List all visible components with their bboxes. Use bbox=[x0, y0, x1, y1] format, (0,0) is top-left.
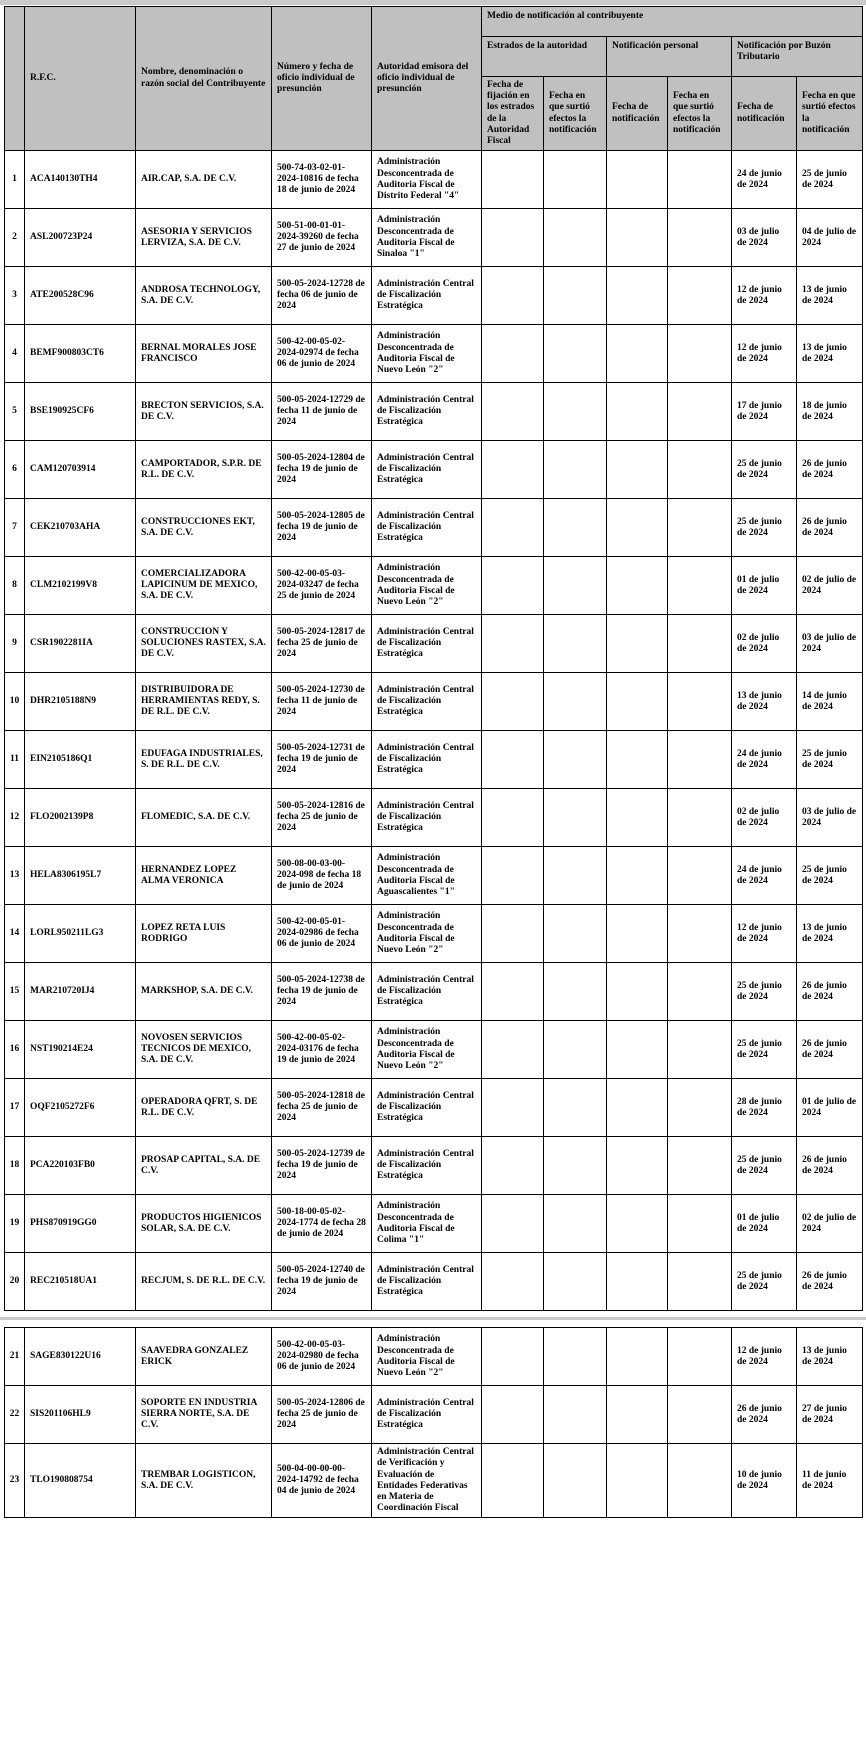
table-row bbox=[5, 731, 863, 789]
cell-oficio: 500-05-2024-12729 de fecha 11 de junio de 2024 bbox=[272, 383, 372, 441]
cell-rfc: CSR1902281IA bbox=[25, 615, 136, 673]
cell-buzon-fecha: 24 de junio de 2024 bbox=[732, 151, 797, 209]
cell-nombre: LOPEZ RETA LUIS RODRIGO bbox=[136, 905, 272, 963]
cell-buzon-fecha: 17 de junio de 2024 bbox=[732, 383, 797, 441]
row-number: 2 bbox=[5, 209, 25, 267]
cell-personal-fecha bbox=[607, 1079, 668, 1137]
cell-personal-efectos bbox=[668, 1137, 732, 1195]
cell-buzon-efectos: 13 de junio de 2024 bbox=[797, 267, 863, 325]
cell-oficio: 500-42-00-05-03-2024-02980 de fecha 06 de junio de 2024 bbox=[272, 1328, 372, 1386]
cell-estrados-efectos bbox=[544, 557, 607, 615]
cell-personal-efectos bbox=[668, 847, 732, 905]
table-row bbox=[5, 847, 863, 905]
table-row bbox=[5, 267, 863, 325]
cell-estrados-fijacion bbox=[482, 1195, 544, 1253]
cell-estrados-fijacion bbox=[482, 1444, 544, 1518]
cell-buzon-fecha: 02 de julio de 2024 bbox=[732, 789, 797, 847]
cell-autoridad: Administración Desconcentrada de Auditoria Fiscal de Nuevo León "2" bbox=[372, 1328, 482, 1386]
table-row bbox=[5, 441, 863, 499]
cell-oficio: 500-42-00-05-03-2024-03247 de fecha 25 de junio de 2024 bbox=[272, 557, 372, 615]
cell-rfc: OQF2105272F6 bbox=[25, 1079, 136, 1137]
cell-estrados-fijacion bbox=[482, 383, 544, 441]
table-row bbox=[5, 673, 863, 731]
header-medio-notificacion: Medio de notificación al contribuyente bbox=[482, 7, 863, 37]
cell-estrados-efectos bbox=[544, 1079, 607, 1137]
cell-personal-fecha bbox=[607, 847, 668, 905]
cell-personal-fecha bbox=[607, 905, 668, 963]
cell-nombre: MARKSHOP, S.A. DE C.V. bbox=[136, 963, 272, 1021]
row-number: 1 bbox=[5, 151, 25, 209]
cell-buzon-efectos: 26 de junio de 2024 bbox=[797, 499, 863, 557]
cell-buzon-fecha: 28 de junio de 2024 bbox=[732, 1079, 797, 1137]
cell-oficio: 500-05-2024-12728 de fecha 06 de junio de 2024 bbox=[272, 267, 372, 325]
table-body-rows-1-20 bbox=[5, 151, 863, 1311]
header-personal-group: Notificación personal bbox=[607, 37, 732, 77]
header-estrados-efectos: Fecha en que surtió efectos la notificación bbox=[544, 77, 607, 151]
cell-personal-fecha bbox=[607, 1021, 668, 1079]
cell-buzon-fecha: 01 de julio de 2024 bbox=[732, 557, 797, 615]
cell-estrados-efectos bbox=[544, 731, 607, 789]
table-row bbox=[5, 963, 863, 1021]
cell-estrados-efectos bbox=[544, 615, 607, 673]
cell-autoridad: Administración Central de Fiscalización Estratégica bbox=[372, 1079, 482, 1137]
table-row bbox=[5, 383, 863, 441]
header-personal-fecha: Fecha de notificación bbox=[607, 77, 668, 151]
cell-autoridad: Administración Central de Fiscalización Estratégica bbox=[372, 615, 482, 673]
row-number: 20 bbox=[5, 1253, 25, 1311]
cell-personal-fecha bbox=[607, 209, 668, 267]
cell-estrados-fijacion bbox=[482, 789, 544, 847]
cell-oficio: 500-05-2024-12731 de fecha 19 de junio de 2024 bbox=[272, 731, 372, 789]
cell-estrados-efectos bbox=[544, 1021, 607, 1079]
cell-buzon-fecha: 24 de junio de 2024 bbox=[732, 731, 797, 789]
cell-autoridad: Administración Desconcentrada de Auditoria Fiscal de Colima "1" bbox=[372, 1195, 482, 1253]
cell-buzon-fecha: 12 de junio de 2024 bbox=[732, 905, 797, 963]
table-row bbox=[5, 789, 863, 847]
cell-nombre: OPERADORA QFRT, S. DE R.L. DE C.V. bbox=[136, 1079, 272, 1137]
table-row bbox=[5, 499, 863, 557]
cell-estrados-efectos bbox=[544, 325, 607, 383]
row-number: 9 bbox=[5, 615, 25, 673]
cell-autoridad: Administración Desconcentrada de Auditoria Fiscal de Nuevo León "2" bbox=[372, 1021, 482, 1079]
cell-nombre: SOPORTE EN INDUSTRIA SIERRA NORTE, S.A. DE C.V. bbox=[136, 1386, 272, 1444]
cell-estrados-fijacion bbox=[482, 905, 544, 963]
cell-estrados-fijacion bbox=[482, 209, 544, 267]
cell-autoridad: Administración Desconcentrada de Auditoria Fiscal de Nuevo León "2" bbox=[372, 325, 482, 383]
cell-autoridad: Administración Central de Fiscalización Estratégica bbox=[372, 383, 482, 441]
cell-nombre: BERNAL MORALES JOSE FRANCISCO bbox=[136, 325, 272, 383]
cell-autoridad: Administración Central de Fiscalización Estratégica bbox=[372, 731, 482, 789]
cell-buzon-efectos: 13 de junio de 2024 bbox=[797, 325, 863, 383]
cell-estrados-efectos bbox=[544, 1444, 607, 1518]
cell-buzon-efectos: 03 de julio de 2024 bbox=[797, 789, 863, 847]
cell-personal-fecha bbox=[607, 963, 668, 1021]
cell-personal-efectos bbox=[668, 1079, 732, 1137]
cell-oficio: 500-05-2024-12730 de fecha 11 de junio de 2024 bbox=[272, 673, 372, 731]
cell-personal-efectos bbox=[668, 325, 732, 383]
header-buzon-group: Notificación por Buzón Tributario bbox=[732, 37, 863, 77]
cell-personal-fecha bbox=[607, 673, 668, 731]
table-row bbox=[5, 557, 863, 615]
table-row bbox=[5, 151, 863, 209]
row-number: 23 bbox=[5, 1444, 25, 1518]
header-row-medio bbox=[5, 7, 863, 37]
cell-nombre: PROSAP CAPITAL, S.A. DE C.V. bbox=[136, 1137, 272, 1195]
cell-nombre: ANDROSA TECHNOLOGY, S.A. DE C.V. bbox=[136, 267, 272, 325]
cell-personal-efectos bbox=[668, 151, 732, 209]
table-row bbox=[5, 325, 863, 383]
cell-personal-fecha bbox=[607, 325, 668, 383]
cell-oficio: 500-42-00-05-01-2024-02986 de fecha 06 de junio de 2024 bbox=[272, 905, 372, 963]
section-divider-line bbox=[0, 1317, 866, 1320]
cell-autoridad: Administración Desconcentrada de Auditoria Fiscal de Distrito Federal "4" bbox=[372, 151, 482, 209]
cell-personal-efectos bbox=[668, 209, 732, 267]
cell-oficio: 500-05-2024-12805 de fecha 19 de junio de 2024 bbox=[272, 499, 372, 557]
cell-oficio: 500-05-2024-12740 de fecha 19 de junio de 2024 bbox=[272, 1253, 372, 1311]
table-row bbox=[5, 1386, 863, 1444]
cell-buzon-efectos: 26 de junio de 2024 bbox=[797, 1253, 863, 1311]
cell-nombre: COMERCIALIZADORA LAPICINUM DE MEXICO, S.A. DE C.V. bbox=[136, 557, 272, 615]
contribuyentes-table-continued bbox=[4, 1327, 863, 1518]
cell-buzon-efectos: 13 de junio de 2024 bbox=[797, 905, 863, 963]
table-section-divider bbox=[0, 1311, 866, 1327]
row-number: 6 bbox=[5, 441, 25, 499]
cell-oficio: 500-05-2024-12816 de fecha 25 de junio de 2024 bbox=[272, 789, 372, 847]
cell-estrados-fijacion bbox=[482, 1079, 544, 1137]
cell-buzon-fecha: 10 de junio de 2024 bbox=[732, 1444, 797, 1518]
cell-estrados-fijacion bbox=[482, 151, 544, 209]
cell-nombre: BRECTON SERVICIOS, S.A. DE C.V. bbox=[136, 383, 272, 441]
cell-rfc: ASL200723P24 bbox=[25, 209, 136, 267]
cell-estrados-efectos bbox=[544, 789, 607, 847]
cell-personal-fecha bbox=[607, 499, 668, 557]
header-nombre: Nombre, denominación o razón social del Contribuyente bbox=[136, 7, 272, 151]
cell-estrados-efectos bbox=[544, 151, 607, 209]
cell-rfc: ATE200528C96 bbox=[25, 267, 136, 325]
cell-nombre: DISTRIBUIDORA DE HERRAMIENTAS REDY, S. DE R.L. DE C.V. bbox=[136, 673, 272, 731]
cell-estrados-efectos bbox=[544, 209, 607, 267]
cell-nombre: CONSTRUCCIONES EKT, S.A. DE C.V. bbox=[136, 499, 272, 557]
cell-estrados-fijacion bbox=[482, 325, 544, 383]
cell-personal-fecha bbox=[607, 151, 668, 209]
table-row bbox=[5, 1195, 863, 1253]
cell-oficio: 500-42-00-05-02-2024-02974 de fecha 06 de junio de 2024 bbox=[272, 325, 372, 383]
cell-rfc: PCA220103FB0 bbox=[25, 1137, 136, 1195]
cell-buzon-fecha: 25 de junio de 2024 bbox=[732, 963, 797, 1021]
cell-buzon-efectos: 02 de julio de 2024 bbox=[797, 557, 863, 615]
row-number: 7 bbox=[5, 499, 25, 557]
cell-rfc: TLO190808754 bbox=[25, 1444, 136, 1518]
cell-personal-efectos bbox=[668, 731, 732, 789]
table-row bbox=[5, 905, 863, 963]
cell-buzon-efectos: 26 de junio de 2024 bbox=[797, 1021, 863, 1079]
cell-autoridad: Administración Central de Fiscalización Estratégica bbox=[372, 963, 482, 1021]
cell-buzon-fecha: 24 de junio de 2024 bbox=[732, 847, 797, 905]
cell-personal-fecha bbox=[607, 731, 668, 789]
cell-autoridad: Administración Central de Fiscalización Estratégica bbox=[372, 499, 482, 557]
cell-estrados-efectos bbox=[544, 1195, 607, 1253]
cell-rfc: PHS870919GG0 bbox=[25, 1195, 136, 1253]
cell-buzon-fecha: 25 de junio de 2024 bbox=[732, 499, 797, 557]
cell-buzon-fecha: 02 de julio de 2024 bbox=[732, 615, 797, 673]
cell-estrados-efectos bbox=[544, 1386, 607, 1444]
cell-buzon-efectos: 04 de julio de 2024 bbox=[797, 209, 863, 267]
row-number: 15 bbox=[5, 963, 25, 1021]
cell-autoridad: Administración Desconcentrada de Auditoria Fiscal de Aguascalientes "1" bbox=[372, 847, 482, 905]
cell-autoridad: Administración Central de Verificación y Evaluación de Entidades Federativas en Materia de Coordinación Fiscal bbox=[372, 1444, 482, 1518]
header-oficio: Número y fecha de oficio individual de presunción bbox=[272, 7, 372, 151]
cell-estrados-efectos bbox=[544, 905, 607, 963]
cell-buzon-fecha: 25 de junio de 2024 bbox=[732, 1021, 797, 1079]
row-number: 12 bbox=[5, 789, 25, 847]
cell-estrados-fijacion bbox=[482, 673, 544, 731]
cell-estrados-fijacion bbox=[482, 1328, 544, 1386]
row-number: 19 bbox=[5, 1195, 25, 1253]
cell-rfc: LORL950211LG3 bbox=[25, 905, 136, 963]
cell-buzon-fecha: 12 de junio de 2024 bbox=[732, 267, 797, 325]
cell-estrados-fijacion bbox=[482, 963, 544, 1021]
cell-buzon-efectos: 26 de junio de 2024 bbox=[797, 1137, 863, 1195]
cell-oficio: 500-08-00-03-00-2024-098 de fecha 18 de junio de 2024 bbox=[272, 847, 372, 905]
cell-oficio: 500-05-2024-12738 de fecha 19 de junio de 2024 bbox=[272, 963, 372, 1021]
row-number: 13 bbox=[5, 847, 25, 905]
cell-oficio: 500-05-2024-12739 de fecha 19 de junio de 2024 bbox=[272, 1137, 372, 1195]
cell-rfc: SAGE830122U16 bbox=[25, 1328, 136, 1386]
cell-autoridad: Administración Desconcentrada de Auditoria Fiscal de Nuevo León "2" bbox=[372, 905, 482, 963]
cell-personal-fecha bbox=[607, 1444, 668, 1518]
cell-estrados-efectos bbox=[544, 1328, 607, 1386]
cell-buzon-fecha: 01 de julio de 2024 bbox=[732, 1195, 797, 1253]
cell-personal-fecha bbox=[607, 267, 668, 325]
table-row bbox=[5, 1137, 863, 1195]
cell-estrados-efectos bbox=[544, 673, 607, 731]
header-num bbox=[5, 7, 25, 151]
table-row bbox=[5, 209, 863, 267]
cell-nombre: NOVOSEN SERVICIOS TECNICOS DE MEXICO, S.A. DE C.V. bbox=[136, 1021, 272, 1079]
cell-autoridad: Administración Central de Fiscalización Estratégica bbox=[372, 1137, 482, 1195]
cell-oficio: 500-18-00-05-02-2024-1774 de fecha 28 de junio de 2024 bbox=[272, 1195, 372, 1253]
cell-personal-efectos bbox=[668, 1386, 732, 1444]
cell-buzon-efectos: 25 de junio de 2024 bbox=[797, 151, 863, 209]
row-number: 18 bbox=[5, 1137, 25, 1195]
cell-autoridad: Administración Central de Fiscalización Estratégica bbox=[372, 673, 482, 731]
cell-personal-efectos bbox=[668, 905, 732, 963]
cell-estrados-fijacion bbox=[482, 441, 544, 499]
cell-nombre: ASESORIA Y SERVICIOS LERVIZA, S.A. DE C.V. bbox=[136, 209, 272, 267]
cell-personal-efectos bbox=[668, 499, 732, 557]
cell-personal-efectos bbox=[668, 1444, 732, 1518]
cell-personal-efectos bbox=[668, 1021, 732, 1079]
cell-estrados-efectos bbox=[544, 383, 607, 441]
cell-buzon-efectos: 18 de junio de 2024 bbox=[797, 383, 863, 441]
cell-buzon-efectos: 25 de junio de 2024 bbox=[797, 731, 863, 789]
header-estrados-group: Estrados de la autoridad bbox=[482, 37, 607, 77]
header-buzon-fecha: Fecha de notificación bbox=[732, 77, 797, 151]
cell-buzon-efectos: 02 de julio de 2024 bbox=[797, 1195, 863, 1253]
cell-autoridad: Administración Central de Fiscalización Estratégica bbox=[372, 1253, 482, 1311]
cell-personal-efectos bbox=[668, 1195, 732, 1253]
cell-estrados-efectos bbox=[544, 267, 607, 325]
cell-rfc: BSE190925CF6 bbox=[25, 383, 136, 441]
cell-buzon-efectos: 26 de junio de 2024 bbox=[797, 441, 863, 499]
cell-buzon-efectos: 13 de junio de 2024 bbox=[797, 1328, 863, 1386]
cell-autoridad: Administración Central de Fiscalización Estratégica bbox=[372, 789, 482, 847]
cell-estrados-fijacion bbox=[482, 499, 544, 557]
cell-rfc: CEK210703AHA bbox=[25, 499, 136, 557]
cell-estrados-efectos bbox=[544, 1253, 607, 1311]
header-personal-efectos: Fecha en que surtió efectos la notificación bbox=[668, 77, 732, 151]
contribuyentes-table-main bbox=[4, 6, 863, 1311]
cell-autoridad: Administración Central de Fiscalización Estratégica bbox=[372, 441, 482, 499]
table-row bbox=[5, 615, 863, 673]
table-header bbox=[5, 7, 863, 151]
cell-autoridad: Administración Central de Fiscalización Estratégica bbox=[372, 267, 482, 325]
cell-nombre: FLOMEDIC, S.A. DE C.V. bbox=[136, 789, 272, 847]
cell-personal-fecha bbox=[607, 1328, 668, 1386]
header-autoridad: Autoridad emisora del oficio individual de presunción bbox=[372, 7, 482, 151]
cell-personal-efectos bbox=[668, 963, 732, 1021]
row-number: 22 bbox=[5, 1386, 25, 1444]
cell-personal-efectos bbox=[668, 615, 732, 673]
cell-rfc: EIN2105186Q1 bbox=[25, 731, 136, 789]
cell-buzon-fecha: 26 de junio de 2024 bbox=[732, 1386, 797, 1444]
cell-buzon-efectos: 25 de junio de 2024 bbox=[797, 847, 863, 905]
cell-rfc: NST190214E24 bbox=[25, 1021, 136, 1079]
cell-buzon-fecha: 03 de julio de 2024 bbox=[732, 209, 797, 267]
cell-buzon-efectos: 03 de julio de 2024 bbox=[797, 615, 863, 673]
cell-oficio: 500-74-03-02-01-2024-10816 de fecha 18 de junio de 2024 bbox=[272, 151, 372, 209]
cell-rfc: DHR2105188N9 bbox=[25, 673, 136, 731]
row-number: 8 bbox=[5, 557, 25, 615]
table-row bbox=[5, 1021, 863, 1079]
row-number: 3 bbox=[5, 267, 25, 325]
cell-personal-fecha bbox=[607, 441, 668, 499]
header-rfc: R.F.C. bbox=[25, 7, 136, 151]
cell-autoridad: Administración Central de Fiscalización Estratégica bbox=[372, 1386, 482, 1444]
row-number: 4 bbox=[5, 325, 25, 383]
cell-buzon-efectos: 27 de junio de 2024 bbox=[797, 1386, 863, 1444]
cell-nombre: CONSTRUCCION Y SOLUCIONES RASTEX, S.A. DE C.V. bbox=[136, 615, 272, 673]
cell-oficio: 500-42-00-05-02-2024-03176 de fecha 19 de junio de 2024 bbox=[272, 1021, 372, 1079]
cell-rfc: HELA8306195L7 bbox=[25, 847, 136, 905]
cell-estrados-efectos bbox=[544, 847, 607, 905]
cell-nombre: EDUFAGA INDUSTRIALES, S. DE R.L. DE C.V. bbox=[136, 731, 272, 789]
cell-personal-efectos bbox=[668, 1328, 732, 1386]
table-row bbox=[5, 1444, 863, 1518]
cell-personal-efectos bbox=[668, 441, 732, 499]
cell-rfc: ACA140130TH4 bbox=[25, 151, 136, 209]
cell-personal-fecha bbox=[607, 615, 668, 673]
cell-nombre: AIR.CAP, S.A. DE C.V. bbox=[136, 151, 272, 209]
row-number: 11 bbox=[5, 731, 25, 789]
cell-nombre: CAMPORTADOR, S.P.R. DE R.L. DE C.V. bbox=[136, 441, 272, 499]
cell-estrados-fijacion bbox=[482, 1137, 544, 1195]
cell-rfc: MAR210720IJ4 bbox=[25, 963, 136, 1021]
cell-rfc: FLO2002139P8 bbox=[25, 789, 136, 847]
cell-rfc: BEMF900803CT6 bbox=[25, 325, 136, 383]
cell-rfc: REC210518UA1 bbox=[25, 1253, 136, 1311]
cell-estrados-fijacion bbox=[482, 557, 544, 615]
row-number: 10 bbox=[5, 673, 25, 731]
cell-rfc: CAM120703914 bbox=[25, 441, 136, 499]
cell-oficio: 500-05-2024-12818 de fecha 25 de junio de 2024 bbox=[272, 1079, 372, 1137]
cell-estrados-efectos bbox=[544, 963, 607, 1021]
cell-personal-fecha bbox=[607, 1253, 668, 1311]
cell-buzon-fecha: 12 de junio de 2024 bbox=[732, 1328, 797, 1386]
cell-personal-fecha bbox=[607, 557, 668, 615]
cell-oficio: 500-05-2024-12817 de fecha 25 de junio de 2024 bbox=[272, 615, 372, 673]
cell-estrados-efectos bbox=[544, 441, 607, 499]
cell-buzon-efectos: 14 de junio de 2024 bbox=[797, 673, 863, 731]
cell-rfc: CLM2102199V8 bbox=[25, 557, 136, 615]
cell-personal-efectos bbox=[668, 1253, 732, 1311]
header-estrados-fijacion: Fecha de fijación en los estrados de la Autoridad Fiscal bbox=[482, 77, 544, 151]
table-row bbox=[5, 1328, 863, 1386]
cell-estrados-efectos bbox=[544, 1137, 607, 1195]
cell-estrados-fijacion bbox=[482, 1386, 544, 1444]
cell-estrados-fijacion bbox=[482, 1253, 544, 1311]
cell-nombre: RECJUM, S. DE R.L. DE C.V. bbox=[136, 1253, 272, 1311]
row-number: 17 bbox=[5, 1079, 25, 1137]
cell-buzon-fecha: 13 de junio de 2024 bbox=[732, 673, 797, 731]
cell-estrados-fijacion bbox=[482, 615, 544, 673]
cell-nombre: SAAVEDRA GONZALEZ ERICK bbox=[136, 1328, 272, 1386]
header-buzon-efectos: Fecha en que surtió efectos la notificación bbox=[797, 77, 863, 151]
cell-personal-efectos bbox=[668, 789, 732, 847]
cell-personal-fecha bbox=[607, 789, 668, 847]
cell-buzon-fecha: 25 de junio de 2024 bbox=[732, 1253, 797, 1311]
cell-estrados-fijacion bbox=[482, 731, 544, 789]
cell-nombre: PRODUCTOS HIGIENICOS SOLAR, S.A. DE C.V. bbox=[136, 1195, 272, 1253]
cell-personal-efectos bbox=[668, 673, 732, 731]
cell-buzon-efectos: 26 de junio de 2024 bbox=[797, 963, 863, 1021]
cell-buzon-efectos: 01 de julio de 2024 bbox=[797, 1079, 863, 1137]
cell-estrados-efectos bbox=[544, 499, 607, 557]
cell-autoridad: Administración Desconcentrada de Auditoria Fiscal de Nuevo León "2" bbox=[372, 557, 482, 615]
cell-personal-efectos bbox=[668, 557, 732, 615]
cell-personal-fecha bbox=[607, 1386, 668, 1444]
row-number: 16 bbox=[5, 1021, 25, 1079]
cell-personal-fecha bbox=[607, 383, 668, 441]
table-row bbox=[5, 1253, 863, 1311]
cell-estrados-fijacion bbox=[482, 1021, 544, 1079]
cell-personal-fecha bbox=[607, 1137, 668, 1195]
cell-estrados-fijacion bbox=[482, 847, 544, 905]
cell-buzon-fecha: 25 de junio de 2024 bbox=[732, 1137, 797, 1195]
cell-oficio: 500-05-2024-12806 de fecha 25 de junio de 2024 bbox=[272, 1386, 372, 1444]
cell-autoridad: Administración Desconcentrada de Auditoria Fiscal de Sinaloa "1" bbox=[372, 209, 482, 267]
cell-oficio: 500-05-2024-12804 de fecha 19 de junio de 2024 bbox=[272, 441, 372, 499]
table-body-rows-21-23 bbox=[5, 1328, 863, 1518]
cell-buzon-fecha: 12 de junio de 2024 bbox=[732, 325, 797, 383]
cell-buzon-efectos: 11 de junio de 2024 bbox=[797, 1444, 863, 1518]
cell-rfc: SIS201106HL9 bbox=[25, 1386, 136, 1444]
row-number: 5 bbox=[5, 383, 25, 441]
cell-oficio: 500-04-00-00-00-2024-14792 de fecha 04 de junio de 2024 bbox=[272, 1444, 372, 1518]
cell-personal-efectos bbox=[668, 267, 732, 325]
row-number: 21 bbox=[5, 1328, 25, 1386]
table-row bbox=[5, 1079, 863, 1137]
row-number: 14 bbox=[5, 905, 25, 963]
cell-nombre: TREMBAR LOGISTICON, S.A. DE C.V. bbox=[136, 1444, 272, 1518]
cell-personal-fecha bbox=[607, 1195, 668, 1253]
cell-nombre: HERNANDEZ LOPEZ ALMA VERONICA bbox=[136, 847, 272, 905]
cell-personal-efectos bbox=[668, 383, 732, 441]
cell-oficio: 500-51-00-01-01-2024-39260 de fecha 27 de junio de 2024 bbox=[272, 209, 372, 267]
cell-buzon-fecha: 25 de junio de 2024 bbox=[732, 441, 797, 499]
cell-estrados-fijacion bbox=[482, 267, 544, 325]
